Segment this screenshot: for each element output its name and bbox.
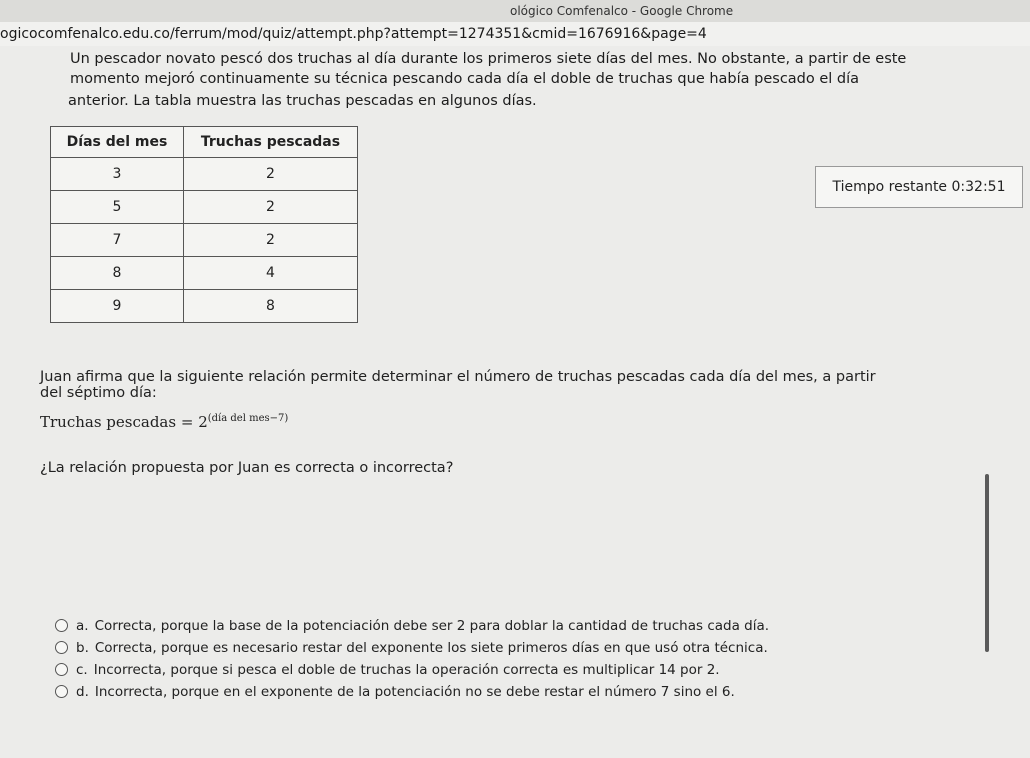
address-bar[interactable] bbox=[0, 22, 1030, 47]
cell-trout: 8 bbox=[184, 290, 358, 323]
option-text: Correcta, porque la base de la potenciación debe ser 2 para doblar la cantidad de truchas cada día. bbox=[94, 618, 770, 634]
cell-trout: 4 bbox=[184, 257, 358, 290]
option-text: Incorrecta, porque si pesca el doble de truchas la operación correcta es multiplicar 14 por 2. bbox=[93, 662, 720, 678]
trout-table bbox=[50, 126, 358, 323]
formula-exponent: (día del mes−7) bbox=[207, 413, 289, 424]
intro-line-2: momento mejoró continuamente su técnica pescando cada día el doble de truchas que había pescado el día bbox=[70, 71, 860, 87]
radio-b[interactable] bbox=[55, 641, 68, 654]
formula-lhs: Truchas pescadas bbox=[40, 413, 177, 431]
header-day: Días del mes bbox=[51, 127, 184, 158]
scrollbar-thumb[interactable] bbox=[985, 474, 989, 652]
window-titlebar bbox=[0, 0, 1030, 22]
timer-label: Tiempo restante bbox=[832, 179, 948, 195]
option-c[interactable] bbox=[55, 660, 720, 680]
intro-line-3: anterior. La tabla muestra las truchas pescadas en algunos días. bbox=[68, 93, 537, 109]
formula bbox=[40, 413, 288, 431]
table-row bbox=[51, 257, 358, 290]
option-b[interactable] bbox=[55, 638, 768, 658]
cell-day: 3 bbox=[51, 158, 184, 191]
option-letter: a. bbox=[76, 618, 89, 634]
option-letter: d. bbox=[76, 684, 89, 700]
question-prompt: ¿La relación propuesta por Juan es correcta o incorrecta? bbox=[40, 460, 454, 476]
time-remaining-box bbox=[815, 166, 1023, 208]
option-a[interactable] bbox=[55, 616, 769, 636]
claim-line-1: Juan afirma que la siguiente relación permite determinar el número de truchas pescadas cada día del mes, a partir bbox=[40, 369, 876, 385]
radio-d[interactable] bbox=[55, 685, 68, 698]
cell-trout: 2 bbox=[184, 191, 358, 224]
option-letter: c. bbox=[76, 662, 88, 678]
cell-day: 9 bbox=[51, 290, 184, 323]
table-row bbox=[51, 290, 358, 323]
header-trout: Truchas pescadas bbox=[184, 127, 358, 158]
url-text[interactable]: ogicocomfenalco.edu.co/ferrum/mod/quiz/attempt.php?attempt=1274351&cmid=1676916&page=4 bbox=[0, 26, 707, 42]
claim-line-2: del séptimo día: bbox=[40, 385, 157, 401]
cell-day: 7 bbox=[51, 224, 184, 257]
window-title: ológico Comfenalco - Google Chrome bbox=[510, 4, 734, 18]
radio-a[interactable] bbox=[55, 619, 68, 632]
option-text: Correcta, porque es necesario restar del exponente los siete primeros días en que usó otra técnica. bbox=[94, 640, 768, 656]
quiz-page bbox=[0, 46, 1030, 758]
timer-value: 0:32:51 bbox=[951, 179, 1006, 195]
option-d[interactable] bbox=[55, 682, 735, 702]
cell-trout: 2 bbox=[184, 158, 358, 191]
table-row bbox=[51, 224, 358, 257]
table-header-row bbox=[51, 127, 358, 158]
option-text: Incorrecta, porque en el exponente de la potenciación no se debe restar el número 7 sino el 6. bbox=[94, 684, 735, 700]
intro-line-1: Un pescador novato pescó dos truchas al día durante los primeros siete días del mes. No obstante, a partir de este bbox=[70, 51, 907, 67]
cell-day: 5 bbox=[51, 191, 184, 224]
cell-day: 8 bbox=[51, 257, 184, 290]
formula-eq: = 2 bbox=[180, 413, 208, 431]
cell-trout: 2 bbox=[184, 224, 358, 257]
table-row bbox=[51, 191, 358, 224]
option-letter: b. bbox=[76, 640, 89, 656]
table-row bbox=[51, 158, 358, 191]
radio-c[interactable] bbox=[55, 663, 68, 676]
